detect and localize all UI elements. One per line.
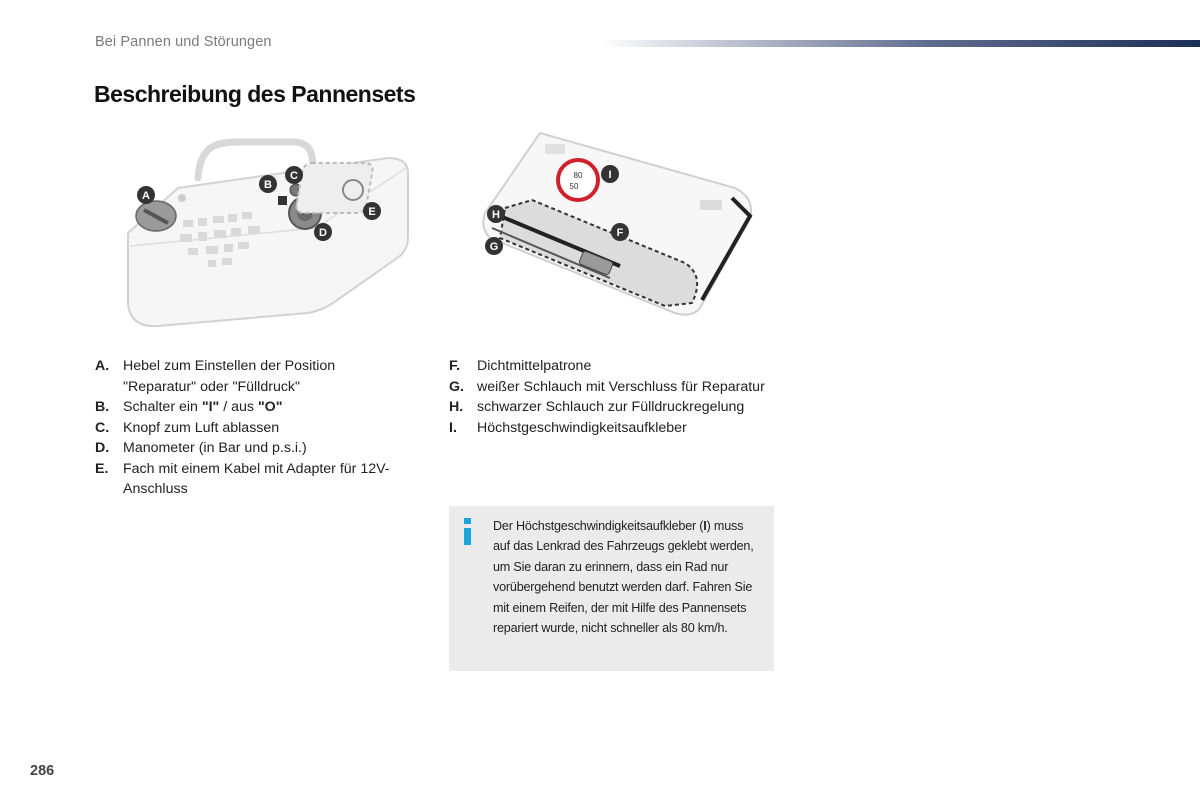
info-note-text — [493, 516, 763, 638]
page-title: Beschreibung des Pannensets — [94, 81, 416, 107]
compressor-bottom-view-illustration — [470, 128, 760, 343]
legend-item-c — [95, 418, 405, 439]
legend-text-part: Schalter ein — [123, 399, 202, 415]
legend-item-f — [449, 356, 779, 377]
svg-text:80: 80 — [573, 171, 583, 180]
legend-item-h — [449, 397, 779, 418]
legend-item-i — [449, 418, 779, 439]
legend-key: I. — [449, 419, 457, 436]
svg-text:C: C — [290, 170, 298, 182]
legend-item-g — [449, 377, 779, 398]
page-number: 286 — [30, 763, 55, 779]
legend-item-a — [95, 356, 405, 397]
header-rule — [600, 40, 1200, 47]
legend-key: H. — [449, 399, 464, 415]
legend-text-part: / aus — [219, 399, 258, 415]
note-text-part: ) muss auf das Lenkrad des Fahrzeugs geklebt werden, um Sie daran zu erinnern, dass ein Rad nur vorübergehend benutzt werden darf. Fahren Sie mit einem Reifen, der mit Hilfe des Pannensets repariert wurde, nicht schneller als 80 km/h. — [493, 519, 754, 636]
legend-text: Dichtmittelpatrone — [477, 358, 592, 374]
svg-text:G: G — [489, 241, 499, 253]
svg-text:I: I — [608, 169, 612, 181]
legend-text: Hebel zum Einstellen der Position "Reparatur" oder "Fülldruck" — [123, 358, 336, 395]
svg-text:H: H — [492, 209, 500, 221]
section-header: Bei Pannen und Störungen — [95, 34, 272, 50]
legend-key: A. — [95, 358, 110, 374]
legend-key: C. — [95, 419, 110, 436]
legend-text: Fach mit einem Kabel mit Adapter für 12V-Anschluss — [123, 460, 390, 497]
legend-text: Höchstgeschwindigkeitsaufkleber — [477, 419, 687, 436]
svg-text:F: F — [616, 227, 624, 239]
legend-key: E. — [95, 460, 109, 477]
svg-text:B: B — [264, 179, 272, 191]
svg-text:E: E — [368, 206, 376, 218]
speed-sticker — [558, 160, 598, 200]
legend-text: weißer Schlauch mit Verschluss für Reparatur — [477, 378, 765, 395]
legend-text: schwarzer Schlauch zur Fülldruckregelung — [477, 399, 745, 415]
legend-key: G. — [449, 378, 464, 395]
info-note-box — [449, 506, 774, 671]
legend-text: Manometer (in Bar und p.s.i.) — [123, 440, 307, 456]
legend-item-d — [95, 438, 405, 459]
legend-item-e — [95, 459, 405, 500]
legend-key: F. — [449, 358, 461, 374]
legend-key: B. — [95, 399, 110, 415]
legend-item-b — [95, 397, 405, 418]
legend-right — [449, 356, 779, 438]
legend-text-bold: "I" — [201, 399, 220, 415]
legend-left — [95, 356, 405, 500]
note-text-part: Der Höchstgeschwindigkeitsaufkleber ( — [493, 519, 704, 533]
svg-text:A: A — [142, 190, 150, 202]
legend-key: D. — [95, 440, 110, 456]
info-icon — [463, 516, 473, 546]
svg-text:D: D — [319, 227, 327, 239]
legend-text: Knopf zum Luft ablassen — [123, 419, 280, 436]
svg-text:50: 50 — [569, 182, 579, 191]
compressor-top-view-illustration — [118, 128, 418, 343]
legend-text-bold: "O" — [257, 399, 283, 415]
note-text-bold: I — [703, 519, 707, 533]
